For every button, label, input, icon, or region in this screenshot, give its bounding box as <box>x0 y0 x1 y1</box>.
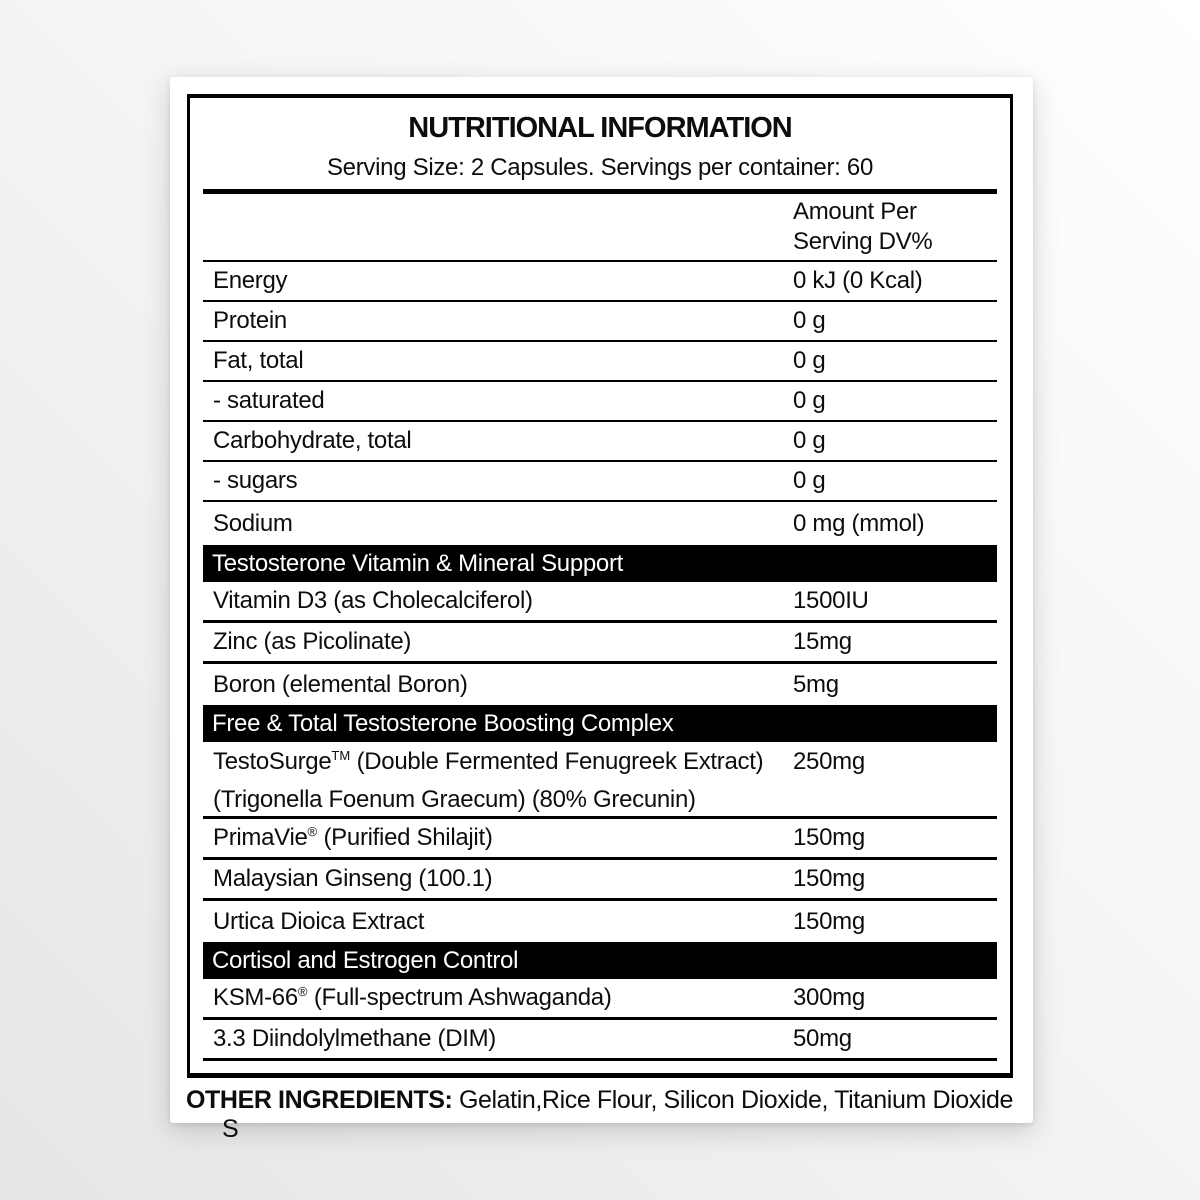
table-row-malaysian-ginseng <box>203 860 997 901</box>
serving-info: Serving Size: 2 Capsules. Servings per container: 60 <box>326 154 874 181</box>
row-label: - sugars <box>213 467 298 494</box>
row-label: Sodium <box>213 509 293 537</box>
row-label: Carbohydrate, total <box>213 427 412 454</box>
table-row-sugars <box>203 462 997 502</box>
section-header-bar-testosterone-complex: Free & Total Testosterone Boosting Complex <box>203 705 997 742</box>
table-row-energy <box>203 262 997 302</box>
row-label: 3.3 Diindolylmethane (DIM) <box>213 1025 496 1052</box>
row-value: 5mg <box>793 670 839 698</box>
row-value: 0 g <box>793 387 826 414</box>
other-ingredients-text: Gelatin,Rice Flour, Silicon Dioxide, Titanium Dioxide <box>452 1086 1014 1114</box>
row-value: 0 kJ (0 Kcal) <box>793 267 923 294</box>
column-header <box>203 194 997 262</box>
row-label <box>213 748 763 776</box>
table-row-dim <box>203 1020 997 1061</box>
row-label: Urtica Dioica Extract <box>213 907 425 935</box>
row-value: 1500IU <box>793 587 869 614</box>
row-value: 0 g <box>793 427 826 454</box>
row-value: 300mg <box>793 984 865 1011</box>
row-value: 0 g <box>793 347 826 374</box>
row-label: Vitamin D3 (as Cholecalciferol) <box>213 587 533 614</box>
table-row-urtica-dioica <box>203 901 997 942</box>
amount-per-label: Amount Per <box>793 198 917 225</box>
row-label <box>213 984 612 1012</box>
table-row-carbohydrate <box>203 422 997 462</box>
row-value: 0 g <box>793 307 826 334</box>
serving-dv-label: Serving DV% <box>793 228 933 255</box>
row-value: 0 g <box>793 467 826 494</box>
row-value: 15mg <box>793 628 852 655</box>
row-label: Fat, total <box>213 347 304 374</box>
row-label-text: KSM-66 <box>213 984 298 1011</box>
section-header-bar-vitamin-mineral: Testosterone Vitamin & Mineral Support <box>203 545 997 582</box>
panel-title: NUTRITIONAL INFORMATION <box>408 112 792 144</box>
row-value: 250mg <box>793 748 865 775</box>
row-label: Protein <box>213 307 287 334</box>
amount-per-serving-header <box>793 197 932 257</box>
row-label: Malaysian Ginseng (100.1) <box>213 865 493 892</box>
row-label-text: PrimaVie <box>213 824 308 851</box>
other-ingredients-line <box>186 1086 1016 1115</box>
table-row-sodium <box>203 502 997 545</box>
table-row-ksm66 <box>203 979 997 1020</box>
table-row-testosurge <box>203 742 997 819</box>
row-label-text: (Full-spectrum Ashwaganda) <box>307 984 612 1011</box>
nutrition-panel <box>187 94 1013 1078</box>
table-row-zinc <box>203 623 997 664</box>
row-value: 150mg <box>793 907 865 935</box>
row-label: Boron (elemental Boron) <box>213 670 468 698</box>
table-row-primavie <box>203 819 997 860</box>
clipped-text-fragment <box>222 1115 250 1143</box>
clipped-glyph: S <box>222 1115 239 1143</box>
table-row-saturated <box>203 382 997 422</box>
table-row-protein <box>203 302 997 342</box>
table-row-boron <box>203 664 997 705</box>
row-label <box>213 824 493 852</box>
table-row-vitamin-d3 <box>203 582 997 623</box>
panel-body <box>203 189 997 1061</box>
row-value: 150mg <box>793 824 865 851</box>
row-label-text: TestoSurge <box>213 748 332 775</box>
registered-superscript: ® <box>307 824 318 839</box>
row-label-line2: (Trigonella Foenum Graecum) (80% Grecunin) <box>213 786 696 813</box>
section-header-bar-cortisol-estrogen: Cortisol and Estrogen Control <box>203 942 997 979</box>
row-value: 150mg <box>793 865 865 892</box>
row-label: Energy <box>213 267 288 294</box>
trademark-superscript: TM <box>331 748 351 763</box>
row-label: - saturated <box>213 387 325 414</box>
other-ingredients-label: OTHER INGREDIENTS: <box>186 1086 453 1114</box>
row-label-text: (Purified Shilajit) <box>317 824 493 851</box>
row-value: 0 mg (mmol) <box>793 509 925 537</box>
registered-superscript: ® <box>297 984 308 999</box>
row-value: 50mg <box>793 1025 852 1052</box>
label-card <box>170 77 1033 1143</box>
row-label: Zinc (as Picolinate) <box>213 628 412 655</box>
table-row-fat <box>203 342 997 382</box>
row-label-text: (Double Fermented Fenugreek Extract) <box>350 748 764 775</box>
